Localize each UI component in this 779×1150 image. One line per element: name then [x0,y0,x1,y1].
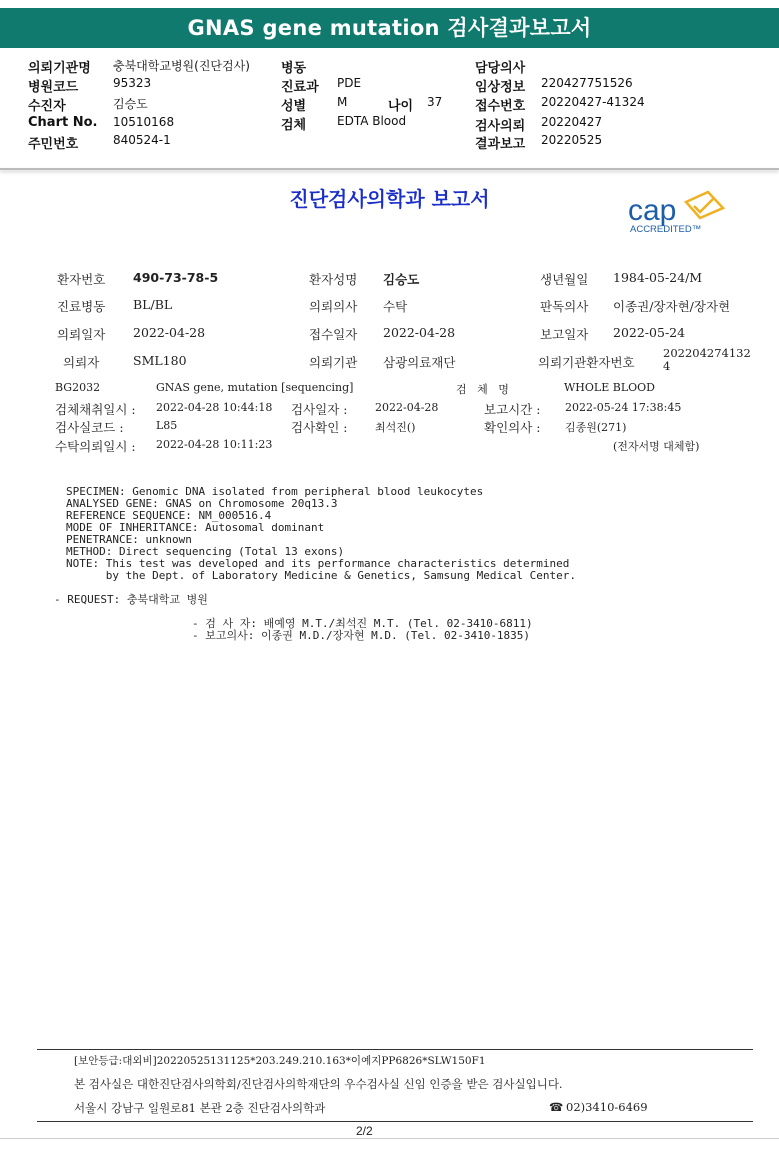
staff-line: - 검 사 자: 배예영 M.T./최석진 M.T. (Tel. 02-3410-6811) [192,617,533,630]
info-value: 95323 [113,76,152,90]
doctor: 수탁 [383,299,408,314]
info-value: 20220427 [541,115,603,129]
info-value: EDTA Blood [337,114,407,128]
requester-label: 의뢰자 [63,355,100,370]
address-line: 서울시 강남구 일원로81 본관 2층 진단검사의학과 [74,1101,326,1115]
test-code: BG2032 [55,381,101,394]
org: 삼광의료재단 [383,355,456,370]
footer-top-rule [37,1049,753,1050]
age-label: 나이 [388,99,414,114]
report-header [0,8,779,48]
patient-name-label: 환자성명 [309,272,358,287]
cap-accredited-logo [628,190,728,236]
certification-line: 본 검사실은 대한진단검사의학회/진단검사의학재단의 우수검사실 신임 인증을 받은 검사실입니다. [74,1077,563,1091]
collect-time: 2022-04-28 10:44:18 [156,401,273,414]
svg-text:ACCREDITED™: ACCREDITED™ [630,224,702,235]
info-label: 성별 [281,99,307,114]
request-line: - REQUEST: 충북대학교 병원 [54,593,208,606]
report-date-label: 보고일자 [540,327,589,342]
patient-no-label: 환자번호 [57,272,106,287]
org-patient-no: 202204274132 [663,346,751,360]
doctor-label: 의뢰의사 [309,299,358,314]
info-value: 충북대학교병원(진단검사) [113,59,250,73]
phone-icon: ☎ [549,1100,564,1114]
result-line: REFERENCE SEQUENCE: NM_000516.4 [66,509,272,522]
result-line: by the Dept. of Laboratory Medicine & Genetics, Samsung Medical Center. [66,569,576,582]
security-line: [보안등급:대외비]20220525131125*203.249.210.163*이예지PP6826*SLW150F1 [74,1055,486,1067]
info-label: 검체 [281,118,307,133]
info-label: 진료과 [281,80,319,95]
phone-number: 02)3410-6469 [566,1100,648,1114]
info-value: 20220525 [541,133,603,147]
report-header-title: GNAS gene mutation 검사결과보고서 [187,16,592,40]
reading-doctor-label: 판독의사 [540,299,589,314]
result-line: ANALYSED GENE: GNAS on Chromosome 20q13.3 [66,497,338,510]
info-label: 결과보고 [475,137,526,152]
info-value: PDE [337,76,362,90]
ward: BL/BL [133,297,173,312]
result-line: NOTE: This test was developed and its performance characteristics determined [66,557,570,570]
report-time-label: 보고시간 : [484,402,541,417]
exam-date-label: 검사일자 : [291,402,348,417]
request-date-label: 의뢰일자 [57,327,106,342]
verifier-label: 확인의사 : [484,420,541,435]
result-line: PENETRANCE: unknown [66,533,192,546]
result-line: SPECIMEN: Genomic DNA isolated from peripheral blood leukocytes [66,485,484,498]
collect-label: 검체채취일시 : [55,402,136,417]
staff-line: - 보고의사: 이종권 M.D./장자현 M.D. (Tel. 02-3410-1835) [192,629,531,642]
exam-date: 2022-04-28 [375,401,439,414]
ward-label: 진료병동 [57,299,106,314]
info-label: 의뢰기관명 [28,61,91,76]
info-label: 담당의사 [475,61,526,76]
org-patient-no-suffix: 4 [663,359,671,373]
confirm-label: 검사확인 : [291,420,348,435]
report-title: 진단검사의학과 보고서 [289,187,490,211]
page-number: 2/2 [356,1124,373,1138]
dob-label: 생년월일 [540,272,589,287]
age-value: 37 [427,95,443,109]
request-date: 2022-04-28 [133,325,206,340]
result-line: METHOD: Direct sequencing (Total 13 exons) [66,545,345,558]
info-value: M [337,95,348,109]
report-time: 2022-05-24 17:38:45 [565,401,682,414]
svg-text:cap: cap [628,194,677,227]
result-line: MODE OF INHERITANCE: Autosomal dominant [66,521,325,534]
reading-doctor: 이종권/장자현/장자현 [613,299,731,314]
test-name: GNAS gene, mutation [sequencing] [156,381,354,394]
info-label: 수진자 [28,99,66,114]
confirm: 최석진() [375,421,416,434]
info-label: 임상정보 [475,80,526,95]
receive-date: 2022-04-28 [383,325,456,340]
dob: 1984-05-24/M [613,270,703,285]
info-label: 검사의뢰 [475,119,526,134]
info-label: 접수번호 [475,99,526,114]
page-bottom-rule [0,1138,779,1139]
section-divider [0,168,779,170]
consign-time: 2022-04-28 10:11:23 [156,438,273,451]
info-value: 20220427-41324 [541,95,645,109]
lab-code-label: 검사실코드 : [55,420,124,435]
receive-date-label: 접수일자 [309,327,358,342]
requester: SML180 [133,353,187,368]
esign-note: (전자서명 대체함) [613,440,700,453]
specimen-label: 검 체 명 [456,383,509,396]
patient-no: 490-73-78-5 [133,270,219,285]
verifier: 김종원(271) [565,421,627,434]
footer-bottom-rule [37,1121,753,1122]
info-value: 김승도 [113,97,148,111]
info-label: Chart No. [28,115,98,130]
patient-name: 김승도 [383,272,420,287]
info-value: 840524-1 [113,133,171,147]
info-value: 220427751526 [541,76,633,90]
org-label: 의뢰기관 [309,355,358,370]
org-patient-no-label: 의뢰기관환자번호 [538,355,635,370]
info-label: 병동 [281,61,307,76]
info-label: 병원코드 [28,80,79,95]
lab-code: L85 [156,419,178,432]
consign-label: 수탁의뢰일시 : [55,439,136,454]
info-value: 10510168 [113,115,175,129]
info-label: 주민번호 [28,137,79,152]
report-date: 2022-05-24 [613,325,686,340]
specimen: WHOLE BLOOD [564,381,655,394]
